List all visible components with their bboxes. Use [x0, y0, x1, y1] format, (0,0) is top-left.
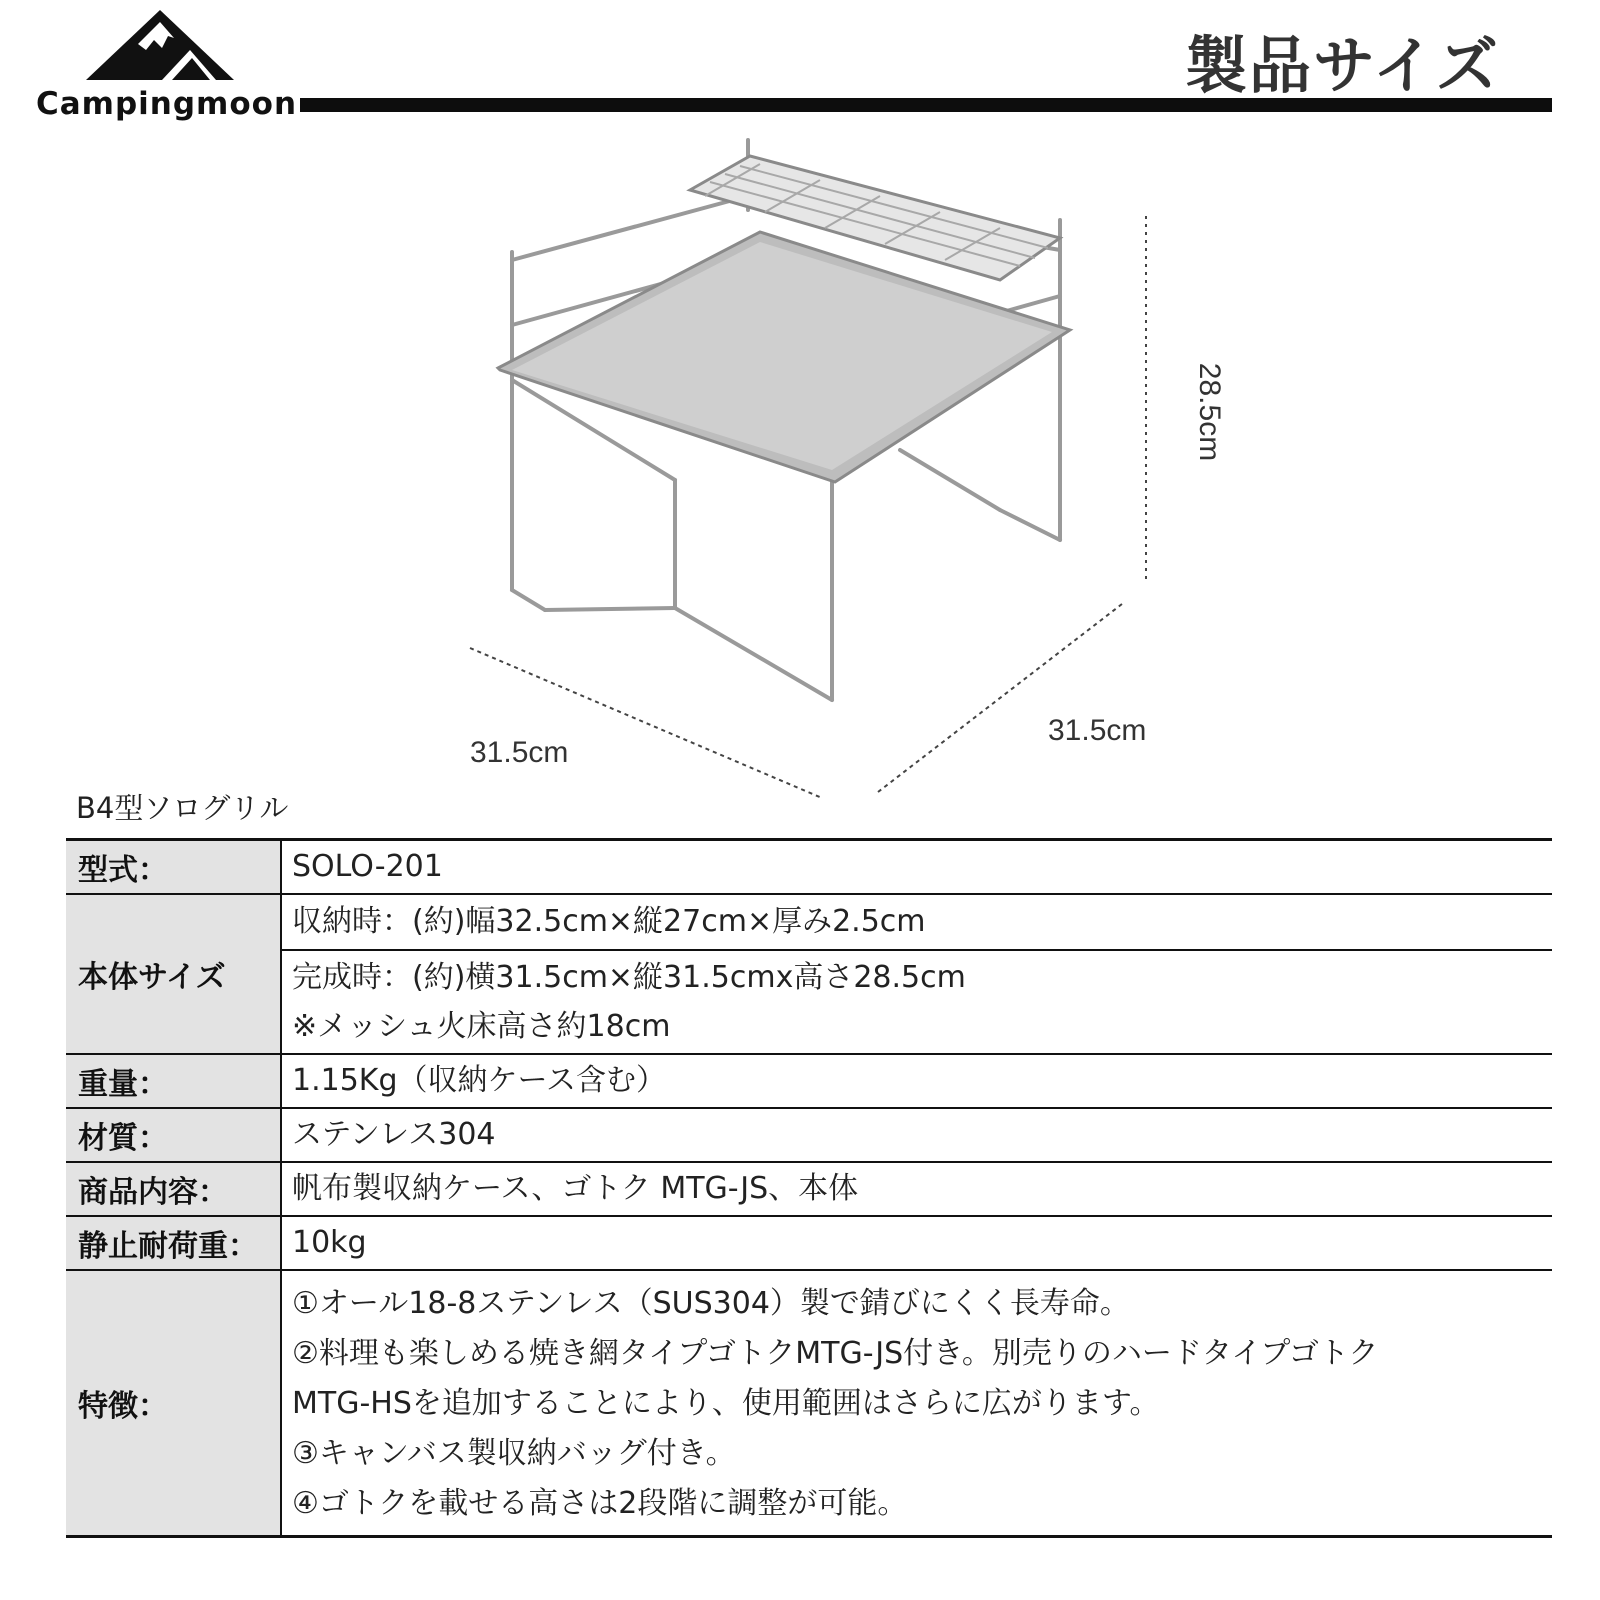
- dimension-height-label: 28.5cm: [1193, 362, 1227, 462]
- feature-line: ④ゴトクを載せる高さは2段階に調整が可能。: [292, 1486, 908, 1521]
- size-assembled-cell: [282, 951, 1552, 1053]
- contents-value: 帆布製収納ケース、ゴトク MTG-JS、本体: [292, 1171, 859, 1206]
- size-stored-cell: [282, 895, 1552, 951]
- spec-table: [66, 838, 1552, 1538]
- weight-value: 1.15Kg（収納ケース含む）: [292, 1063, 667, 1098]
- size-assembled: 完成時：(約)横31.5cm×縦31.5cmx高さ28.5cm: [292, 960, 966, 995]
- dimension-depth-label: 31.5cm: [1048, 714, 1147, 747]
- spec-row-model: [66, 841, 1552, 895]
- spec-value: [282, 895, 1552, 1053]
- page-title: 製品サイズ: [1184, 29, 1500, 102]
- feature-line: MTG-HSを追加することにより、使用範囲はさらに広がります。: [292, 1386, 1160, 1421]
- spec-label: 重量：: [66, 1055, 282, 1107]
- spec-value: [282, 1055, 1552, 1107]
- load-value: 10kg: [292, 1225, 367, 1260]
- spec-row-material: [66, 1109, 1552, 1163]
- product-name: B4型ソログリル: [76, 791, 289, 825]
- spec-label: 特徴：: [66, 1271, 282, 1535]
- spec-label: 材質：: [66, 1109, 282, 1161]
- spec-row-contents: [66, 1163, 1552, 1217]
- spec-value: [282, 1217, 1552, 1269]
- feature-line: ③キャンバス製収納バッグ付き。: [292, 1436, 736, 1471]
- spec-label: 商品内容：: [66, 1163, 282, 1215]
- model-value: SOLO-201: [292, 849, 443, 884]
- size-stored: 収納時：(約)幅32.5cm×縦27cm×厚み2.5cm: [292, 904, 926, 939]
- feature-line: ②料理も楽しめる焼き網タイプゴトクMTG-JS付き。別売りのハードタイプゴトク: [292, 1336, 1379, 1371]
- dimension-width-label: 31.5cm: [470, 736, 569, 769]
- spec-value: [282, 1109, 1552, 1161]
- spec-row-size: [66, 895, 1552, 1055]
- spec-label: 本体サイズ: [66, 895, 282, 1053]
- brand-name: Campingmoon: [36, 86, 298, 122]
- spec-row-load: [66, 1217, 1552, 1271]
- spec-value: [282, 1163, 1552, 1215]
- spec-label: 型式：: [66, 841, 282, 893]
- spec-value: [282, 1271, 1552, 1535]
- spec-value: [282, 841, 1552, 893]
- material-value: ステンレス304: [292, 1117, 496, 1152]
- feature-line: ①オール18-8ステンレス（SUS304）製で錆びにくく長寿命。: [292, 1286, 1130, 1321]
- size-note: ※メッシュ火床高さ約18cm: [292, 1009, 671, 1044]
- spec-label: 静止耐荷重：: [66, 1217, 282, 1269]
- spec-row-weight: [66, 1055, 1552, 1109]
- spec-row-features: [66, 1271, 1552, 1538]
